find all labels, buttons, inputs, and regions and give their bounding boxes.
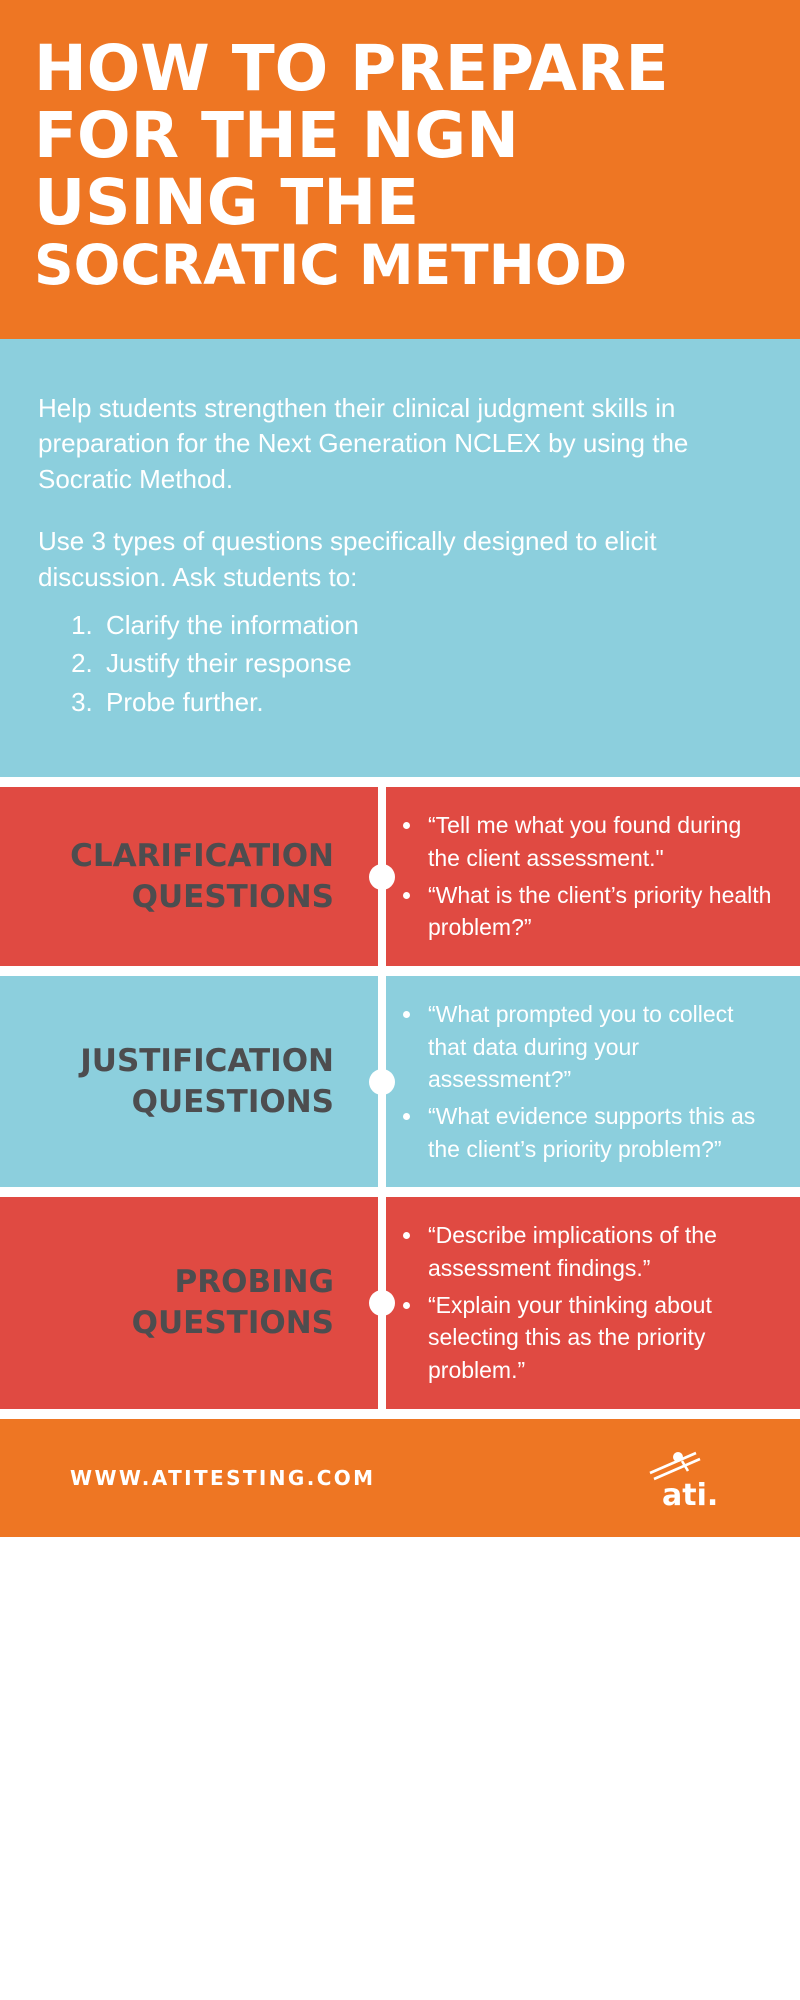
question-item: • “What evidence supports this as the client’s priority problem?” <box>424 1100 772 1165</box>
title-line-3: USING THE <box>34 165 420 239</box>
ati-logo-text: ati. <box>662 1477 719 1509</box>
footer-bar <box>0 1419 800 1537</box>
section-label-cell <box>0 1197 378 1408</box>
question-item: • “Explain your thinking about selecting this as the priority problem.” <box>424 1289 772 1387</box>
ati-logo <box>644 1447 740 1509</box>
section-label <box>80 1041 334 1123</box>
intro-paragraph-2: Use 3 types of questions specifically designed to elicit discussion. Ask students to: <box>38 526 657 593</box>
section-justification <box>0 976 800 1187</box>
section-question-list <box>396 998 772 1165</box>
question-item: • “What is the client’s priority health problem?” <box>424 879 772 944</box>
section-label-line-2: QUESTIONS <box>131 1304 334 1341</box>
ati-logo-icon <box>644 1447 740 1509</box>
section-probing <box>0 1197 800 1408</box>
section-question-list <box>396 809 772 944</box>
website-url[interactable]: WWW.ATITESTING.COM <box>70 1465 376 1490</box>
section-label-line-1: PROBING <box>174 1264 334 1301</box>
page-title <box>34 32 766 298</box>
header-banner <box>0 0 800 339</box>
section-label-line-2: QUESTIONS <box>131 1083 334 1120</box>
intro-steps-list <box>38 606 762 721</box>
section-content-cell <box>386 976 800 1187</box>
connector-dot-icon <box>369 864 395 890</box>
section-divider <box>378 787 386 966</box>
section-label-line-1: JUSTIFICATION <box>80 1042 334 1079</box>
section-content-cell <box>386 1197 800 1408</box>
connector-dot-icon <box>369 1069 395 1095</box>
section-label-cell <box>0 976 378 1187</box>
question-item: • “Describe implications of the assessment findings.” <box>424 1219 772 1284</box>
question-item: • “Tell me what you found during the client assessment." <box>424 809 772 874</box>
title-line-2: FOR THE NGN <box>34 98 519 172</box>
intro-section <box>0 339 800 778</box>
section-clarification <box>0 787 800 966</box>
section-divider <box>378 976 386 1187</box>
question-item: • “What prompted you to collect that data during your assessment?” <box>424 998 772 1096</box>
section-content-cell <box>386 787 800 966</box>
title-line-4: SOCRATIC METHOD <box>34 233 628 298</box>
intro-step-item: 1. Clarify the information <box>100 606 762 644</box>
section-divider <box>378 1197 386 1408</box>
section-label-line-1: CLARIFICATION <box>70 837 334 874</box>
section-label <box>132 1262 334 1344</box>
section-question-list <box>396 1219 772 1386</box>
intro-step-item: 3. Probe further. <box>100 683 762 721</box>
section-label-line-2: QUESTIONS <box>131 878 334 915</box>
section-label <box>70 836 334 918</box>
section-label-cell <box>0 787 378 966</box>
intro-step-item: 2. Justify their response <box>100 644 762 682</box>
title-line-1: HOW TO PREPARE <box>34 32 669 105</box>
intro-paragraph-1: Help students strengthen their clinical judgment skills in preparation for the Next Generation NCLEX by using the Socratic Method. <box>38 392 689 495</box>
connector-dot-icon <box>369 1290 395 1316</box>
